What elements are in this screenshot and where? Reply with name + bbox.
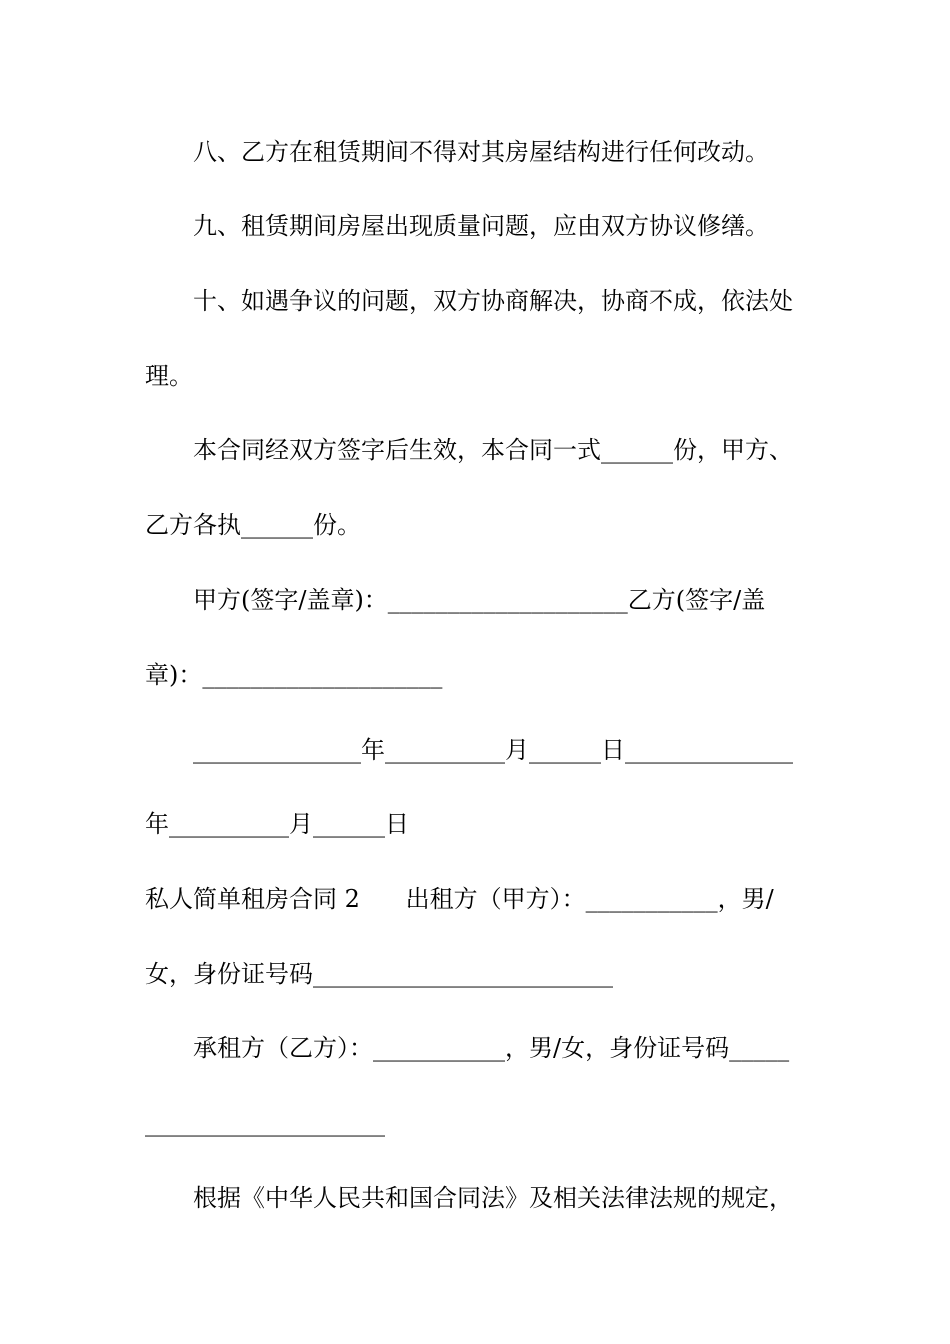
- legal-basis-text: 根据《中华人民共和国合同法》及相关法律法规的规定，: [193, 1184, 793, 1212]
- signature-line-continued: 章)：____________________: [145, 661, 443, 689]
- lessor-id-number: 女，身份证号码_________________________: [145, 960, 613, 988]
- clause-9: 九、租赁期间房屋出现质量问题，应由双方协议修缮。: [193, 212, 769, 240]
- contract-copies-text-continued: 乙方各执______份。: [145, 511, 361, 539]
- clause-10: 十、如遇争议的问题，双方协商解决，协商不成，依法处: [193, 287, 793, 315]
- contract-copies-text: 本合同经双方签字后生效，本合同一式______份，甲方、: [193, 436, 793, 464]
- contract-2-heading-lessor: 私人简单租房合同 2 出租方（甲方）：___________，男/: [145, 885, 774, 913]
- date-line: ______________年__________月______日______________: [193, 736, 793, 764]
- date-line-continued: 年__________月______日: [145, 810, 409, 838]
- clause-8: 八、乙方在租赁期间不得对其房屋结构进行任何改动。: [193, 138, 769, 166]
- clause-10-continued: 理。: [145, 362, 193, 390]
- lessee-id-continued: ____________________: [145, 1109, 385, 1137]
- lessee-line: 承租方（乙方）：___________，男/女，身份证号码_____: [193, 1034, 790, 1062]
- signature-line: 甲方(签字/盖章)：____________________乙方(签字/盖: [193, 586, 766, 614]
